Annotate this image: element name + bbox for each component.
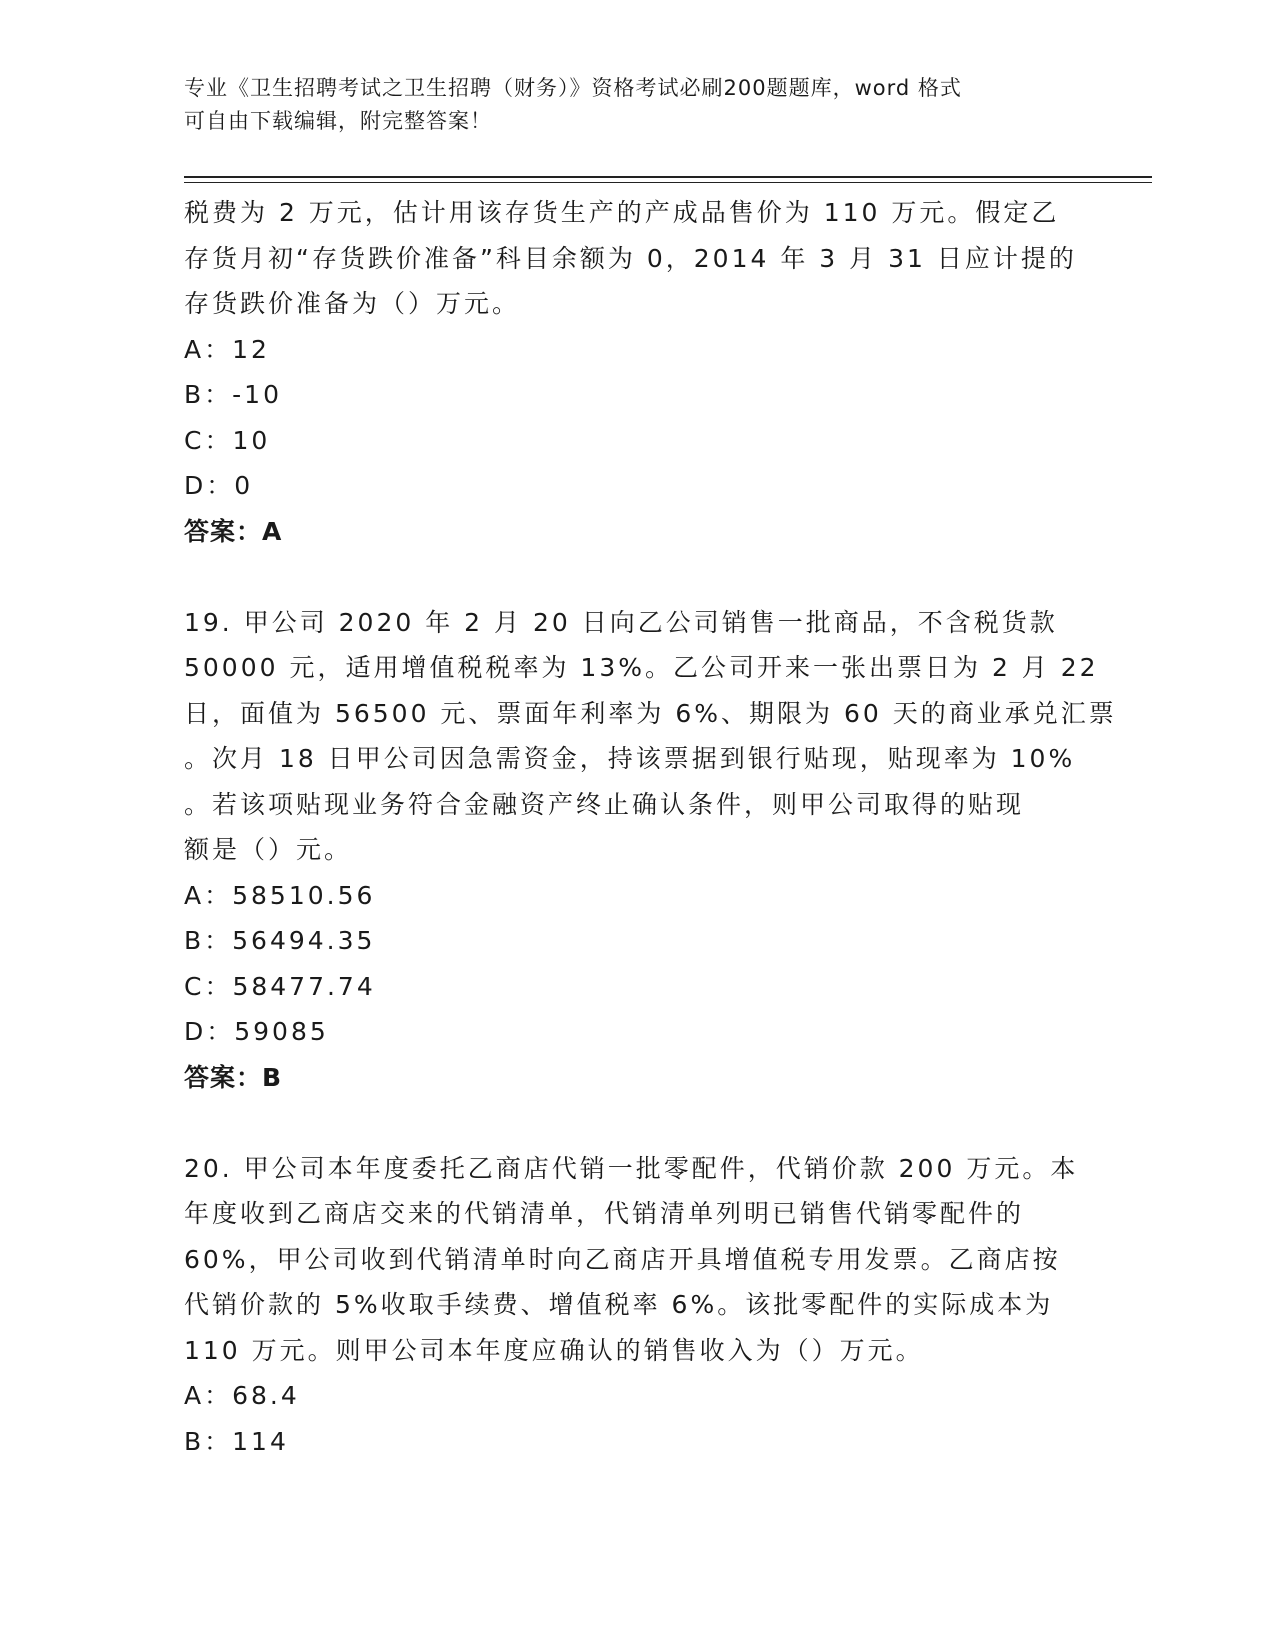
option-b: B：-10	[184, 380, 282, 409]
document-header	[184, 72, 1064, 138]
header-rule-thin	[184, 182, 1152, 183]
question-text-line: 额是（）元。	[184, 835, 353, 864]
question-20	[184, 1146, 1084, 1465]
option-a: A：68.4	[184, 1381, 300, 1410]
document-body	[184, 190, 1117, 1464]
question-text-line: 代销价款的 5%收取手续费、增值税率 6%。该批零配件的实际成本为	[184, 1290, 1054, 1319]
header-title-line-2: 可自由下载编辑，附完整答案！	[184, 109, 492, 133]
question-text-line: 110 万元。则甲公司本年度应确认的销售收入为（）万元。	[184, 1335, 924, 1365]
question-text-line: 存货月初“存货跌价准备”科目余额为 0，2014 年 3 月 31 日应计提的	[184, 243, 1077, 273]
option-a: A：58510.56	[184, 880, 376, 910]
question-text-line: 。次月 18 日甲公司因急需资金，持该票据到银行贴现，贴现率为 10%	[184, 744, 1076, 773]
question-19	[184, 600, 1117, 1101]
option-a: A：12	[184, 334, 270, 364]
option-d: D：0	[184, 471, 254, 500]
spacer	[184, 1100, 1084, 1146]
question-text-line: 存货跌价准备为（）万元。	[184, 289, 521, 318]
spacer	[184, 554, 1084, 600]
question-18-continued	[184, 190, 1084, 554]
answer-label: 答案：A	[184, 516, 283, 546]
question-text-line: 税费为 2 万元，估计用该存货生产的产成品售价为 110 万元。假定乙	[184, 198, 1060, 227]
option-d: D：59085	[184, 1017, 329, 1046]
question-text-line: 50000 元，适用增值税税率为 13%。乙公司开来一张出票日为 2 月 22	[184, 653, 1099, 682]
header-title-line-1: 专业《卫生招聘考试之卫生招聘（财务）》资格考试必刷200题题库，word 格式	[184, 76, 962, 100]
question-text-line: 19. 甲公司 2020 年 2 月 20 日向乙公司销售一批商品，不含税货款	[184, 607, 1058, 637]
option-c: C：58477.74	[184, 971, 376, 1001]
answer-label: 答案：B	[184, 1062, 283, 1092]
question-text-line: 。若该项贴现业务符合金融资产终止确认条件，则甲公司取得的贴现	[184, 789, 1025, 819]
question-text-line: 20. 甲公司本年度委托乙商店代销一批零配件，代销价款 200 万元。本	[184, 1153, 1079, 1183]
option-b: B：114	[184, 1426, 289, 1456]
header-rule-thick	[184, 176, 1152, 178]
option-b: B：56494.35	[184, 926, 376, 955]
question-text-line: 年度收到乙商店交来的代销清单，代销清单列明已销售代销零配件的	[184, 1199, 1025, 1228]
option-c: C：10	[184, 425, 271, 455]
question-text-line: 日，面值为 56500 元、票面年利率为 6%、期限为 60 天的商业承兑汇票	[184, 698, 1117, 728]
question-text-line: 60%，甲公司收到代销清单时向乙商店开具增值税专用发票。乙商店按	[184, 1244, 1061, 1274]
